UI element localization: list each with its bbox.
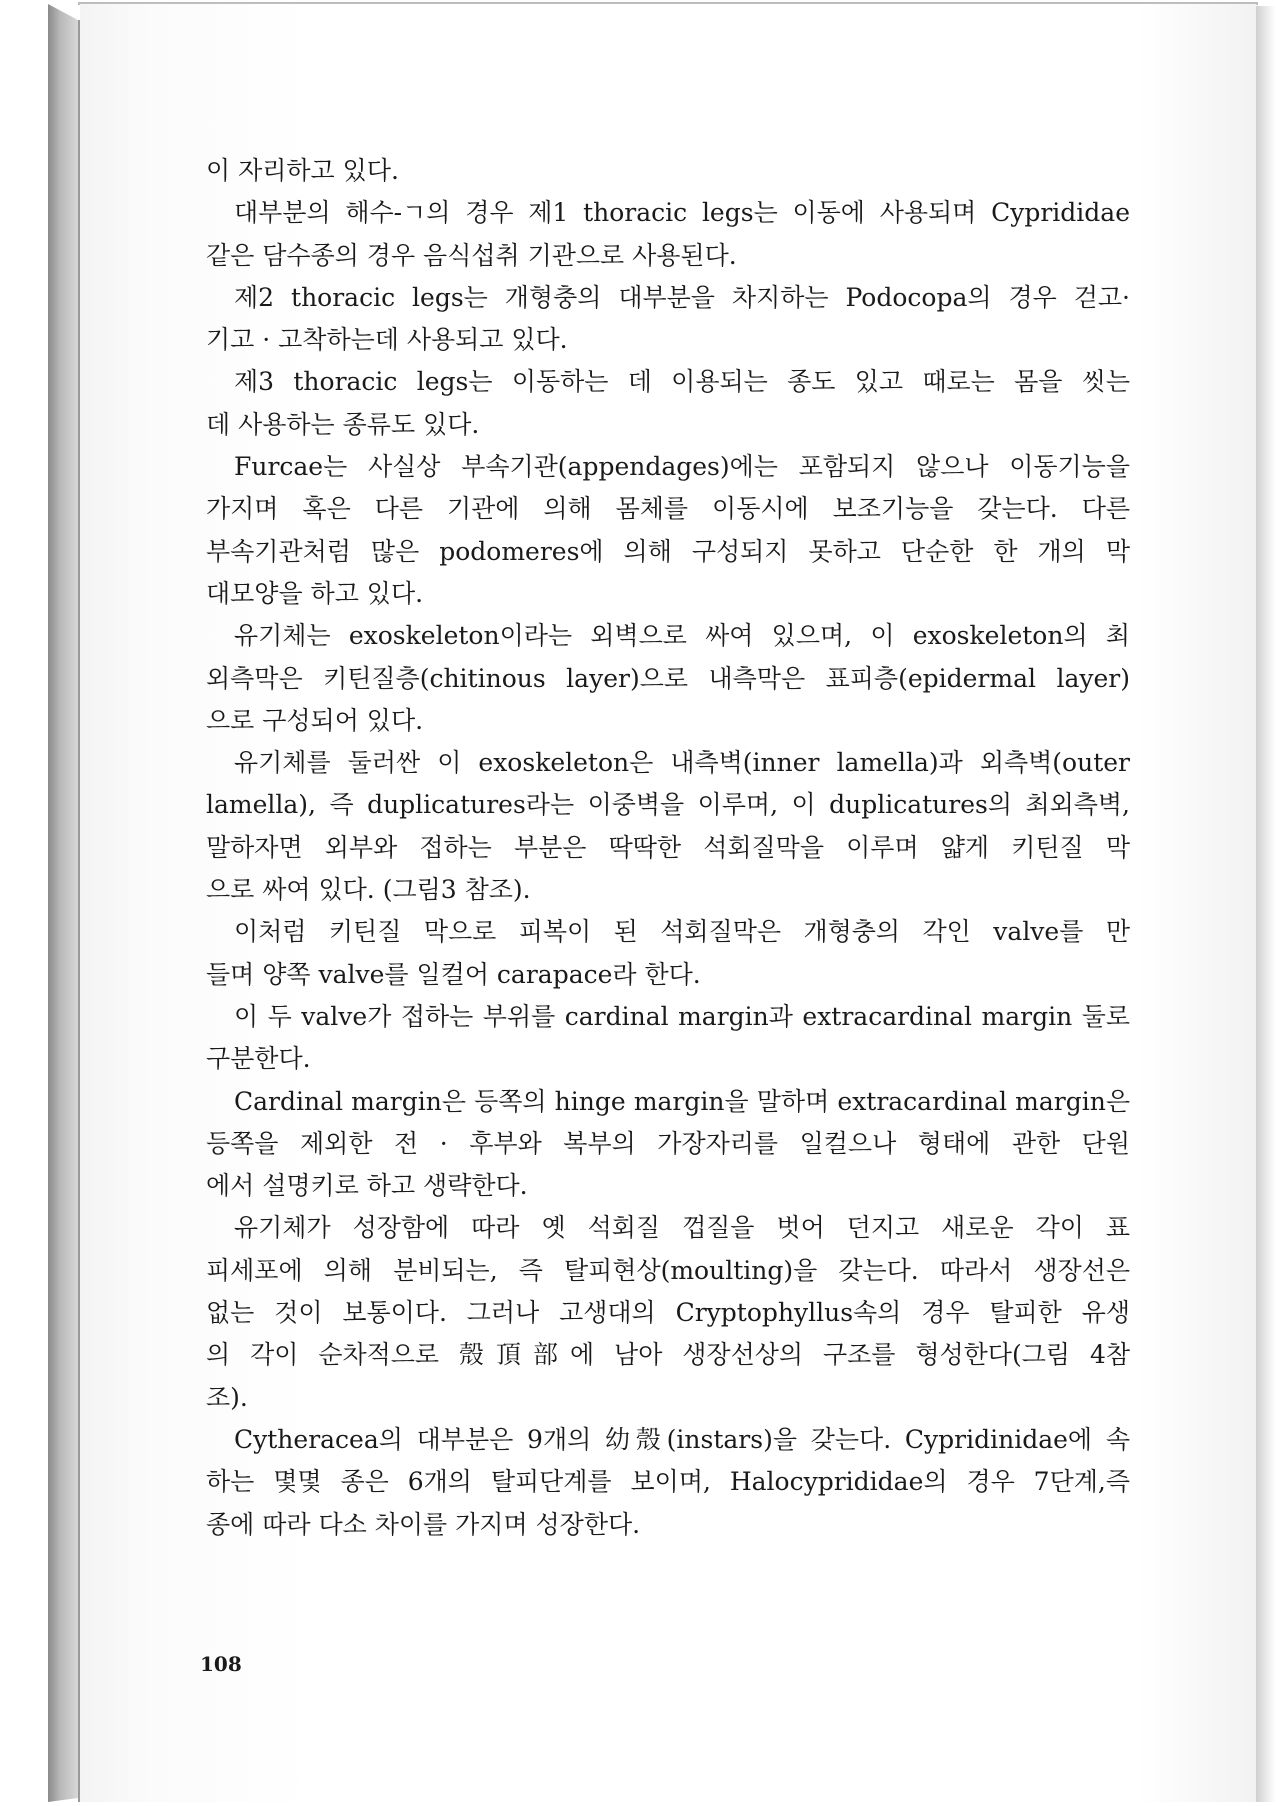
text-line: 데 사용하는 종류도 있다.	[206, 409, 480, 439]
text-line: 이 두 valve가 접하는 부위를 cardinal margin과 extracardinal margin 둘로	[234, 1001, 1130, 1031]
text-line: 유기체를 둘러싼 이 exoskeleton은 내측벽(inner lamella)과 외측벽(outer	[234, 748, 1130, 778]
text-line: 으로 구성되어 있다.	[206, 705, 424, 735]
text-line: 유기체는 exoskeleton이라는 외벽으로 싸여 있으며, 이 exoskeleton의 최	[234, 621, 1130, 651]
text-line: 같은 담수종의 경우 음식섭취 기관으로 사용된다.	[206, 240, 737, 270]
book-spine-edge	[48, 4, 78, 1802]
page-right-shadow	[1256, 6, 1276, 1802]
text-line: 없는 것이 보통이다. 그러나 고생대의 Cryptophyllus속의 경우 탈피한 유생	[206, 1298, 1130, 1328]
text-line: 들며 양쪽 valve를 일컬어 carapace라 한다.	[206, 959, 701, 989]
text-line: 이처럼 키틴질 막으로 피복이 된 석회질막은 개형충의 각인 valve를 만	[234, 917, 1130, 947]
text-line: 가지며 혹은 다른 기관에 의해 몸체를 이동시에 보조기능을 갖는다. 다른	[206, 494, 1130, 524]
text-line: 하는 몇몇 종은 6개의 탈피단계를 보이며, Halocyprididae의 경우 7단계,즉	[206, 1467, 1130, 1497]
page-number: 108	[200, 1652, 242, 1676]
text-line: 부속기관처럼 많은 podomeres에 의해 구성되지 못하고 단순한 한 개의 막	[206, 536, 1130, 566]
text-line: 종에 따라 다소 차이를 가지며 성장한다.	[206, 1509, 641, 1539]
text-line: 제2 thoracic legs는 개형충의 대부분을 차지하는 Podocopa의 경우 걷고·	[234, 282, 1130, 312]
text-line: 의 각이 순차적으로 殼頂部에 남아 생장선상의 구조를 형성한다(그림 4참	[206, 1340, 1130, 1370]
text-line: Cytheracea의 대부분은 9개의 幼殼(instars)을 갖는다. Cypridinidae에 속	[234, 1424, 1130, 1454]
text-line: 외측막은 키틴질층(chitinous layer)으로 내측막은 표피층(epidermal layer)	[206, 663, 1130, 693]
text-line: Furcae는 사실상 부속기관(appendages)에는 포함되지 않으나 이동기능을	[234, 452, 1130, 482]
text-line: 제3 thoracic legs는 이동하는 데 이용되는 종도 있고 때로는 몸을 씻는	[234, 367, 1130, 397]
text-line: 조).	[206, 1382, 248, 1412]
text-line: 기고 · 고착하는데 사용되고 있다.	[206, 325, 568, 355]
text-line: 피세포에 의해 분비되는, 즉 탈피현상(moulting)을 갖는다. 따라서 생장선은	[206, 1255, 1130, 1285]
text-line: 구분한다.	[206, 1044, 311, 1074]
text-line: 유기체가 성장함에 따라 옛 석회질 껍질을 벗어 던지고 새로운 각이 표	[234, 1213, 1130, 1243]
text-line: 말하자면 외부와 접하는 부분은 딱딱한 석회질막을 이루며 얇게 키틴질 막	[206, 832, 1130, 862]
text-line: 대부분의 해수-ㄱ의 경우 제1 thoracic legs는 이동에 사용되며 Cyprididae	[234, 198, 1130, 228]
text-line: 에서 설명키로 하고 생략한다.	[206, 1171, 528, 1201]
body-text	[206, 150, 1130, 1546]
text-line: 으로 싸여 있다. (그림3 참조).	[206, 875, 531, 905]
text-line: lamella), 즉 duplicatures라는 이중벽을 이루며, 이 duplicatures의 최외측벽,	[206, 790, 1130, 820]
text-line: 대모양을 하고 있다.	[206, 578, 424, 608]
text-line: 등쪽을 제외한 전 · 후부와 복부의 가장자리를 일컬으나 형태에 관한 단원	[206, 1128, 1130, 1158]
text-line: Cardinal margin은 등쪽의 hinge margin을 말하며 extracardinal margin은	[234, 1086, 1130, 1116]
text-line: 이 자리하고 있다.	[206, 156, 399, 185]
